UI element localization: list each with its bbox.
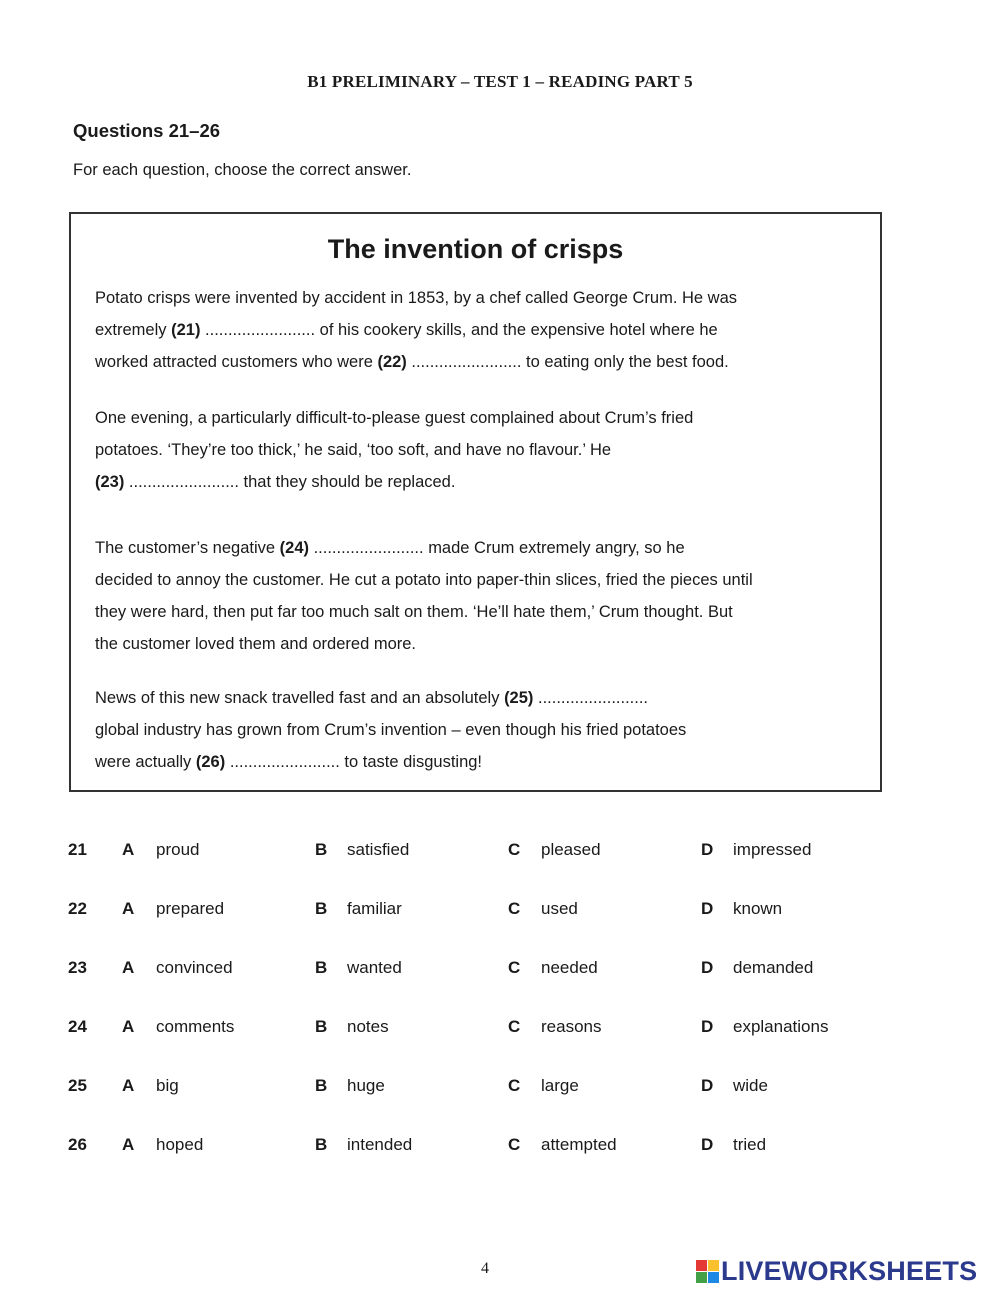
option-letter: C [508, 1076, 521, 1095]
option-text: proud [156, 840, 200, 859]
option-letter: B [315, 1135, 328, 1154]
text-line [95, 402, 870, 434]
text-line [95, 346, 870, 378]
text-segment: the customer loved them and ordered more. [95, 635, 417, 653]
option-text: huge [347, 1076, 385, 1095]
text-segment: worked attracted customers who were [95, 353, 378, 371]
option-letter: C [508, 899, 521, 918]
instruction-text: For each question, choose the correct answer. [73, 161, 412, 179]
option-letter: D [701, 958, 714, 977]
option-letter: A [122, 1076, 135, 1095]
text-line [95, 628, 870, 660]
text-segment: extremely [95, 321, 172, 339]
question-number: 21 [68, 840, 87, 859]
gap-number: (23) [95, 473, 125, 491]
gap-blank: ........................ of his cookery skills, and the expensive hotel where he [200, 321, 718, 339]
text-line [95, 714, 870, 746]
text-line [95, 532, 870, 564]
gap-number: (25) [504, 689, 534, 707]
text-paragraph [95, 682, 870, 778]
option-letter: A [122, 1135, 135, 1154]
liveworksheets-logo [696, 1256, 977, 1287]
option-letter: C [508, 958, 521, 977]
text-line [95, 434, 870, 466]
text-segment: global industry has grown from Crum’s invention – even though his fried potatoes [95, 721, 687, 739]
logo-block [708, 1272, 719, 1283]
question-number: 25 [68, 1076, 87, 1095]
question-number: 23 [68, 958, 87, 977]
option-text: impressed [733, 840, 812, 859]
option-letter: D [701, 1017, 714, 1036]
option-letter: D [701, 899, 714, 918]
gap-blank: ........................ that they should be replaced. [124, 473, 456, 491]
option-text: big [156, 1076, 179, 1095]
option-text: needed [541, 958, 598, 977]
text-title: The invention of crisps [327, 234, 624, 264]
text-line [95, 596, 870, 628]
question-row [0, 958, 1000, 982]
option-letter: B [315, 958, 328, 977]
option-letter: C [508, 840, 521, 859]
option-text: convinced [156, 958, 233, 977]
text-paragraph [95, 532, 870, 660]
question-number: 26 [68, 1135, 87, 1154]
logo-block [696, 1272, 707, 1283]
option-letter: D [701, 840, 714, 859]
option-letter: C [508, 1017, 521, 1036]
text-segment: Potato crisps were invented by accident in 1853, by a chef called George Crum. He was [95, 289, 738, 307]
option-text: known [733, 899, 783, 918]
option-text: familiar [347, 899, 402, 918]
logo-blocks-icon [696, 1260, 719, 1283]
text-line [95, 314, 870, 346]
option-letter: B [315, 840, 328, 859]
option-text: attempted [541, 1135, 617, 1154]
logo-text: LIVEWORKSHEETS [721, 1256, 978, 1286]
option-text: tried [733, 1135, 767, 1154]
option-text: pleased [541, 840, 601, 859]
option-text: notes [347, 1017, 389, 1036]
logo-block [696, 1260, 707, 1271]
text-line [95, 682, 870, 714]
option-text: explanations [733, 1017, 829, 1036]
text-line [95, 746, 870, 778]
gap-blank: ........................ to taste disgusting! [225, 753, 483, 771]
option-text: wide [733, 1076, 768, 1095]
text-segment: One evening, a particularly difficult-to-please guest complained about Crum’s fried [95, 409, 694, 427]
text-segment: News of this new snack travelled fast and an absolutely [95, 689, 505, 707]
question-row [0, 840, 1000, 864]
option-text: reasons [541, 1017, 602, 1036]
option-text: used [541, 899, 578, 918]
option-text: wanted [347, 958, 402, 977]
text-line [95, 282, 870, 314]
option-letter: C [508, 1135, 521, 1154]
question-row [0, 1135, 1000, 1159]
gap-number: (22) [377, 353, 407, 371]
option-letter: D [701, 1135, 714, 1154]
exam-header: B1 PRELIMINARY – TEST 1 – READING PART 5 [307, 72, 693, 91]
option-text: demanded [733, 958, 814, 977]
text-line [95, 466, 870, 498]
text-segment: potatoes. ‘They’re too thick,’ he said, ‘too soft, and have no flavour.’ He [95, 441, 612, 459]
question-number: 22 [68, 899, 87, 918]
option-letter: A [122, 958, 135, 977]
option-letter: A [122, 1017, 135, 1036]
question-row [0, 1017, 1000, 1041]
reading-text-box [69, 212, 882, 792]
option-text: comments [156, 1017, 235, 1036]
text-segment: they were hard, then put far too much salt on them. ‘He’ll hate them,’ Crum thought. But [95, 603, 733, 621]
questions-heading: Questions 21–26 [73, 120, 221, 141]
question-row [0, 1076, 1000, 1100]
gap-number: (26) [195, 753, 226, 771]
logo-block [708, 1260, 719, 1271]
gap-blank: ........................ made Crum extremely angry, so he [309, 539, 685, 557]
page-number: 4 [481, 1260, 489, 1277]
text-line [95, 564, 870, 596]
gap-number: (21) [171, 321, 201, 339]
text-paragraph [95, 402, 870, 498]
text-segment: decided to annoy the customer. He cut a potato into paper-thin slices, fried the pieces until [95, 571, 753, 589]
gap-number: (24) [279, 539, 309, 557]
option-letter: B [315, 1017, 328, 1036]
option-text: large [541, 1076, 579, 1095]
option-letter: B [315, 899, 328, 918]
option-text: hoped [156, 1135, 204, 1154]
question-number: 24 [68, 1017, 87, 1036]
option-letter: A [122, 899, 135, 918]
gap-blank: ........................ to eating only the best food. [406, 353, 729, 371]
text-segment: The customer’s negative [95, 539, 280, 557]
option-letter: B [315, 1076, 328, 1095]
option-text: satisfied [347, 840, 410, 859]
text-paragraph [95, 282, 870, 378]
option-letter: A [122, 840, 135, 859]
option-text: intended [347, 1135, 413, 1154]
question-row [0, 899, 1000, 923]
gap-blank: ........................ [533, 689, 649, 707]
text-segment: were actually [95, 753, 196, 771]
option-text: prepared [156, 899, 225, 918]
option-letter: D [701, 1076, 714, 1095]
